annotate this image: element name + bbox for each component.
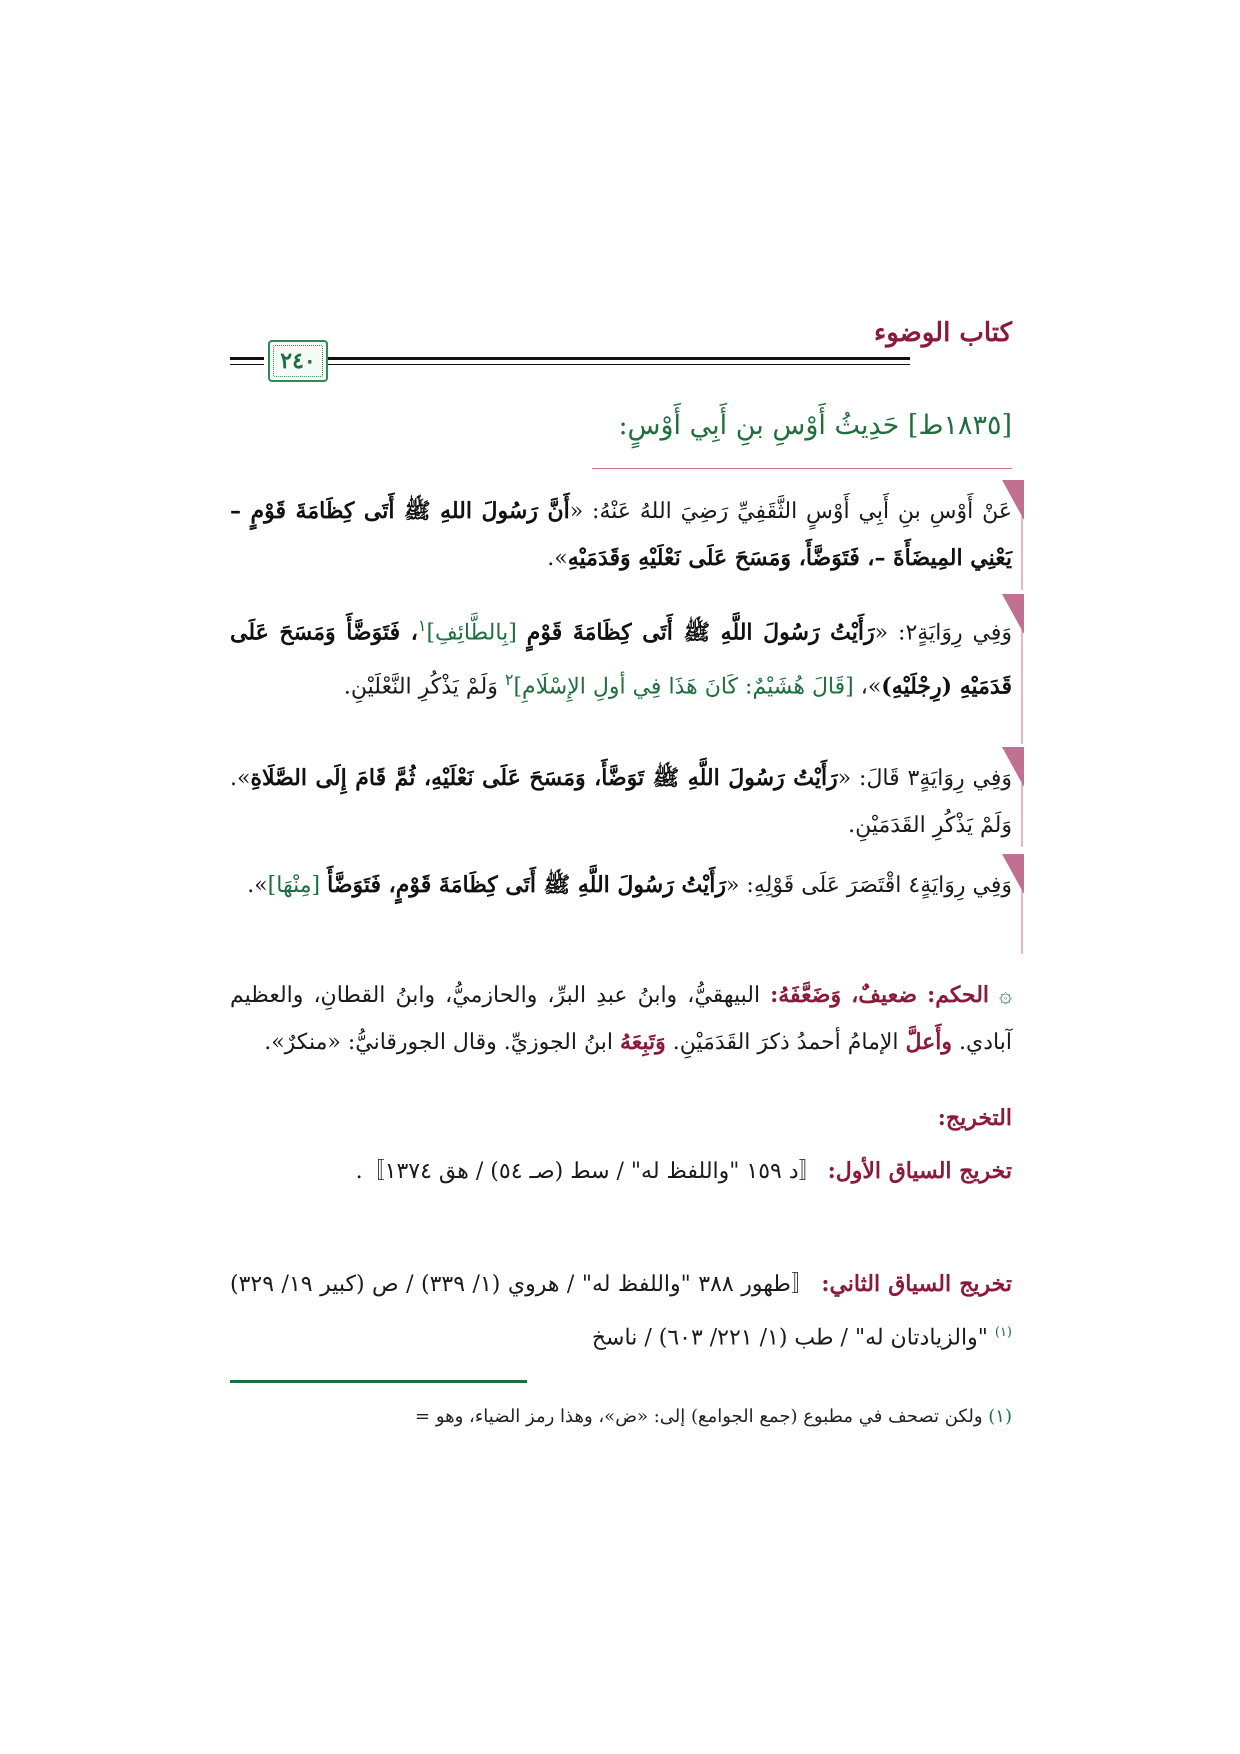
followed-label: وَتَبِعَهُ: [619, 1029, 666, 1055]
narration-main: [230, 488, 1012, 582]
flagged-text: الإمامُ أحمدُ ذكرَ القَدَمَيْنِ.: [665, 1030, 906, 1055]
addition-bracket: [بِالطَّائِفِ]: [426, 620, 517, 646]
header-rule-thin: [272, 364, 910, 365]
variant-matn-cont: ، فَتَوَضَّأَ وَمَسَحَ عَلَى قَدَمَيْهِ (رِجْلَيْهِ): [230, 619, 1012, 700]
variant-matn: رَأَيْتُ رَسُولَ اللَّهِ ﷺ تَوَضَّأَ، وَمَسَحَ عَلَى نَعْلَيْهِ، ثُمَّ قَامَ إِلَى الصَّلَاةِ: [250, 765, 838, 791]
variant-close: »،: [853, 674, 882, 700]
siyaq-1-text: 〚د ١٥٩ "واللفظ له" / سط (صـ ٥٤) / هق ١٣٧٤〛.: [355, 1159, 828, 1184]
variant-note: وَلَمْ يَذْكُرِ النَّعْلَيْنِ.: [343, 674, 505, 700]
corner-ornament-icon: [1002, 594, 1024, 744]
weakened-by-label: وَضَعَّفَهُ:: [770, 982, 842, 1008]
corner-ornament-icon: [1002, 480, 1024, 590]
variant-close: ». وَلَمْ يَذْكُرِ القَدَمَيْنِ.: [230, 766, 1012, 838]
variant-close: ».: [247, 873, 268, 898]
siyaq-2-text: 〚طهور ٣٨٨ "واللفظ له" / هروي (١/ ٣٣٩) / ص (كبير ١٩/ ٣٢٩): [230, 1272, 822, 1297]
siyaq-2-label: تخريج السياق الثاني:: [821, 1271, 1013, 1297]
narration-variant-3: [230, 755, 1012, 849]
header-rule: [272, 357, 910, 360]
variant-intro: وَفِي رِوَايَةٍ٤ اقْتَصَرَ عَلَى قَوْلِهِ: «: [725, 873, 1012, 898]
corner-ornament-icon: [1002, 747, 1024, 847]
narration-intro: عَنْ أَوْسِ بنِ أَبِي أَوْسٍ الثَّقَفِيِّ رَضِيَ اللهُ عَنْهُ: «: [569, 499, 1012, 524]
takhrij-siyaq-1: [230, 1147, 1012, 1196]
addition-bracket: [مِنْهَا]: [267, 873, 328, 898]
ruling-symbol-icon: ۞: [999, 983, 1012, 1008]
variant-matn: رَأَيْتُ رَسُولَ اللَّهِ ﷺ أَتَى كِظَامَةَ قَوْمٍ، فَتَوَضَّأَ: [327, 872, 726, 898]
variant-intro: وَفِي رِوَايَةٍ٣ قَالَ: «: [837, 766, 1013, 791]
hadith-title: [١٨٣٥ط] حَدِيثُ أَوْسِ بنِ أَبِي أَوْسٍ:: [618, 410, 1012, 441]
narration-matn: أَنَّ رَسُولَ اللهِ ﷺ أَتَى كِظَامَةَ قَوْمٍ – يَعْنِي المِيضَأَةَ –، فَتَوَضَّأَ، وَمَسَحَ عَلَى نَعْلَيْهِ وَقَدَمَيْهِ: [230, 498, 1012, 571]
header-rule-short-thin: [230, 364, 264, 365]
takhrij-heading-text: التخريج:: [937, 1105, 1012, 1131]
book-title: كتاب الوضوء: [874, 318, 1012, 348]
siyaq-1-label: تخريج السياق الأول:: [827, 1158, 1012, 1184]
addition-marker: ١: [417, 616, 427, 635]
addition-marker-2: ٢: [504, 670, 514, 690]
takhrij-heading: [230, 1095, 1012, 1142]
variant-matn: رَأَيْتُ رَسُولَ اللَّهِ ﷺ أَتَى كِظَامَةَ قَوْمٍ: [526, 619, 875, 646]
footnote-number: (١): [988, 1406, 1012, 1427]
narration-variant-4: [230, 862, 1012, 909]
title-underline: [592, 468, 1012, 469]
ruling-paragraph: [230, 972, 1012, 1066]
header-rule-short: [230, 357, 264, 360]
footnote: [230, 1400, 1012, 1434]
ruling-grade: ضعيفٌ،: [851, 982, 917, 1008]
footnote-text: ولكن تصحف في مطبوع (جمع الجوامع) إلى: «ض»، وهذا رمز الضياء، وهو =: [415, 1406, 989, 1427]
weakened-by-list: البيهقيُّ، وابنُ عبدِ البرِّ، والحازميُّ، وابنُ القطانِ، والعظيم آبادي.: [230, 983, 1012, 1055]
page-number: ٢٤٠: [280, 348, 316, 374]
flagged-label: وأَعلَّ: [905, 1029, 953, 1055]
followed-text: ابنُ الجوزيِّ. وقال الجورقانيُّ: «منكرٌ».: [264, 1030, 620, 1055]
narration-close: ».: [547, 546, 568, 571]
page: [230, 300, 1012, 1700]
corner-ornament-icon: [1002, 854, 1024, 954]
hushaym-bracket: [قَالَ هُشَيْمٌ: كَانَ هَذَا فِي أولِ الإِسْلَامِ]: [513, 674, 854, 700]
ruling-label: الحكم:: [927, 982, 990, 1008]
footnote-rule: [230, 1380, 527, 1383]
page-number-frame: [268, 340, 328, 382]
variant-intro: وَفِي رِوَايَةٍ٢: «: [874, 620, 1013, 646]
takhrij-siyaq-2: [230, 1260, 1012, 1362]
footnote-ref[interactable]: (١): [994, 1325, 1012, 1340]
narration-variant-2: [230, 602, 1012, 711]
siyaq-2-text-cont: "والزيادتان له" / طب (١/ ٢٢١/ ٦٠٣) / ناسخ: [591, 1325, 995, 1351]
